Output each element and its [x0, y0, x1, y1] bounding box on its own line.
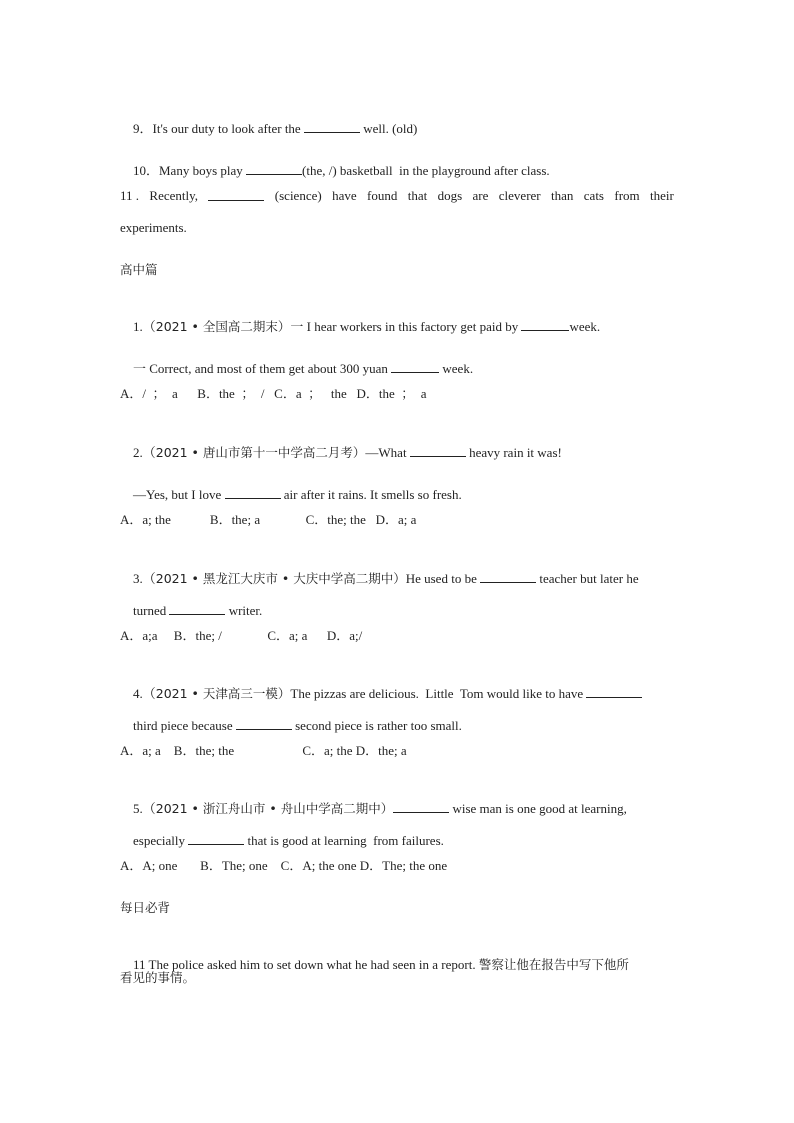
question-text: especially: [133, 833, 189, 848]
question-text: —Yes, but I love: [133, 487, 225, 502]
question-11-line-2: experiments.: [120, 220, 187, 235]
high-question-3-options: A．a;a B．the; / C．a; a D．a;/: [120, 628, 363, 643]
word: found: [367, 188, 398, 203]
question-number: 1.（: [133, 319, 156, 334]
word: are: [472, 188, 489, 203]
answer-blank: [169, 602, 225, 615]
question-source: 2021 • 唐山市第十一中学高二月考）: [155, 445, 366, 460]
question-source: 2021 • 黑龙江大庆市 • 大庆中学高二期中）: [155, 571, 406, 586]
answer-blank: [304, 120, 360, 133]
daily-sentence-english: 11 The police asked him to set down what he had seen in a report.: [133, 957, 479, 972]
question-text: air after it rains. It smells so fresh.: [280, 487, 462, 502]
question-text: that is good at learning from failures.: [244, 833, 444, 848]
answer-blank: [393, 800, 449, 813]
answer-blank: [188, 832, 244, 845]
question-source: 2021 • 天津高三一模）: [155, 686, 291, 701]
section-heading-daily: 每日必背: [120, 900, 171, 915]
daily-sentence-line-2: 看见的事情。: [120, 970, 196, 985]
question-source: 2021 • 浙江舟山市 • 舟山中学高二期中）: [155, 801, 394, 816]
question-text: wise man is one good at learning,: [449, 801, 627, 816]
question-text: 一 Correct, and most of them get about 300 yuan: [133, 361, 392, 376]
question-number: 2.（: [133, 445, 156, 460]
question-text: He used to be: [405, 571, 481, 586]
high-question-4-options: A．a; a B．the; the C．a; the D．the; a: [120, 743, 407, 758]
high-question-1-options: A．/ ； a B．the ； / C．a ； the D．the ； a: [120, 386, 427, 401]
word: from: [614, 188, 640, 203]
high-question-2-options: A．a; the B．the; a C．the; the D．a; a: [120, 512, 417, 527]
word: Recently,: [149, 188, 199, 203]
word: than: [551, 188, 574, 203]
answer-blank: [236, 717, 292, 730]
question-text: turned: [133, 603, 170, 618]
answer-blank: [391, 360, 439, 373]
question-text: writer.: [225, 603, 263, 618]
answer-blank: [480, 570, 536, 583]
word: cleverer: [498, 188, 541, 203]
word: have: [332, 188, 357, 203]
answer-blank: [246, 162, 302, 175]
daily-sentence-line-1: [120, 941, 629, 989]
question-9-hint: well. (old): [359, 121, 418, 136]
question-number: 4.（: [133, 686, 156, 701]
high-question-5-options: A．A; one B．The; one C．A; the one D．The; the one: [120, 858, 448, 873]
question-number: 3.（: [133, 571, 156, 586]
answer-blank: [586, 685, 642, 698]
question-text: —What: [365, 445, 410, 460]
answer-blank: [225, 486, 281, 499]
question-text: week.: [439, 361, 474, 376]
question-11-line-1: [120, 188, 674, 204]
daily-sentence-chinese: 警察让他在报告中写下他所: [478, 957, 629, 972]
question-text: third piece because: [133, 718, 236, 733]
question-number: 5.（: [133, 801, 156, 816]
answer-blank: [208, 188, 264, 201]
question-10-hint: (the, /) basketball in the playground after class.: [302, 163, 550, 178]
question-text: 一 I hear workers in this factory get paid by: [290, 319, 522, 334]
word: (science): [274, 188, 322, 203]
answer-blank: [410, 444, 466, 457]
question-text: teacher but later he: [536, 571, 639, 586]
question-text: The pizzas are delicious. Little Tom would like to have: [290, 686, 587, 701]
question-source: 2021 • 全国高二期末）: [155, 319, 291, 334]
word: their: [650, 188, 674, 203]
word: that: [407, 188, 428, 203]
question-text: week.: [569, 319, 601, 334]
word: cats: [583, 188, 604, 203]
section-heading-high-school: 高中篇: [120, 262, 158, 277]
question-text: heavy rain it was!: [465, 445, 562, 460]
question-number: 11 .: [120, 188, 140, 203]
question-9-text: 9．It's our duty to look after the: [133, 121, 304, 136]
question-text: second piece is rather too small.: [291, 718, 462, 733]
question-10-text: 10．Many boys play: [133, 163, 247, 178]
word: dogs: [437, 188, 463, 203]
answer-blank: [521, 318, 569, 331]
